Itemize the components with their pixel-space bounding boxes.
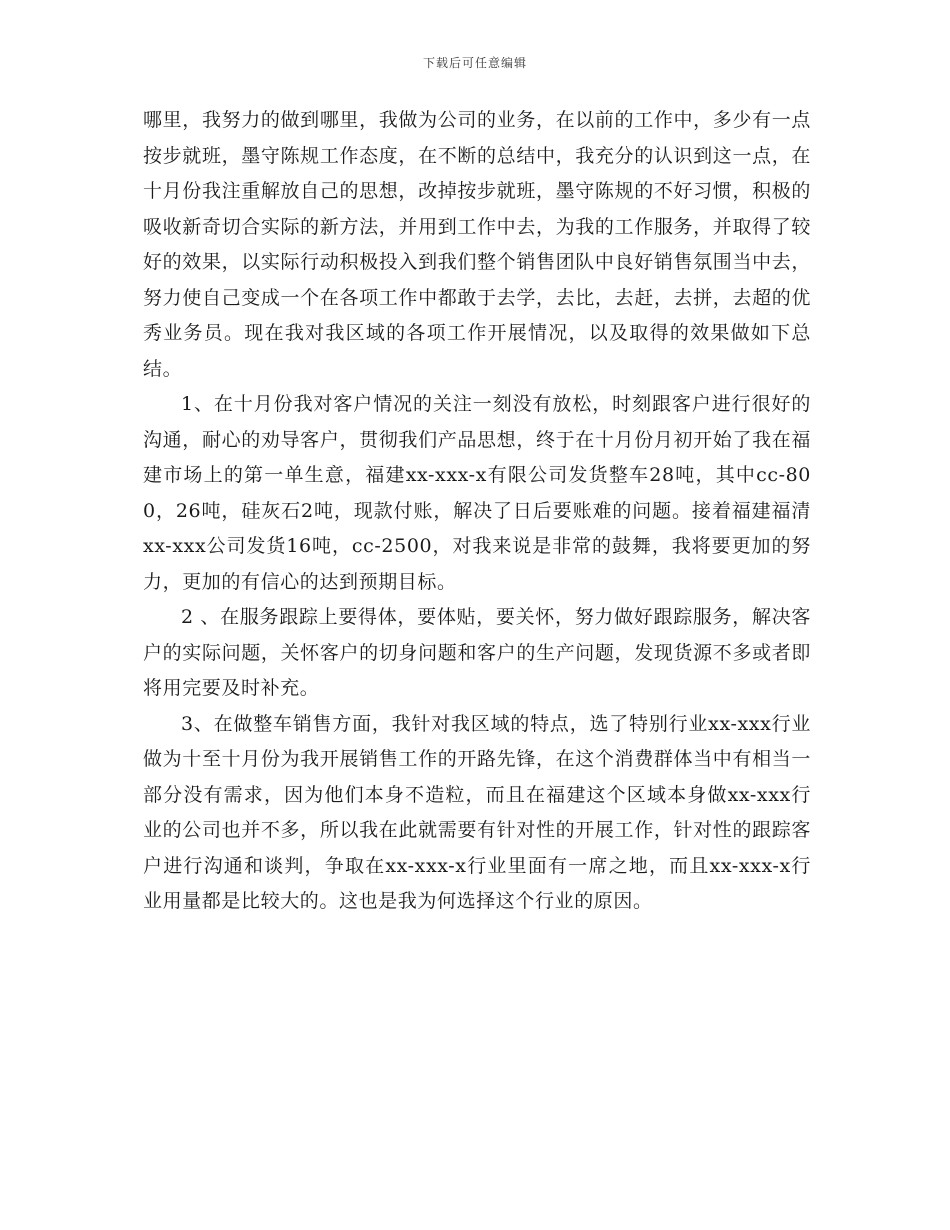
paragraph-item-1: 1、在十月份我对客户情况的关注一刻没有放松，时刻跟客户进行很好的沟通，耐心的劝导客户，贯彻我们产品思想，终于在十月份月初开始了我在福建市场上的第一单生意，福建xx-xxx-x有限公司发货整车28吨，其中cc-800，26吨，硅灰石2吨，现款付账，解决了日后要账难的问题。接着福建福清xx-xxx公司发货16吨，cc-2500，对我来说是非常的鼓舞，我将要更加的努力，更加的有信心的达到预期目标。 [143,393,811,593]
paragraph-item-2: 2 、在服务跟踪上要得体，要体贴，要关怀，努力做好跟踪服务，解决客户的实际问题，关怀客户的切身问题和客户的生产问题，发现货源不多或者即将用完要及时补充。 [143,606,811,699]
page-header: 下载后可任意编辑 [422,56,527,70]
paragraph-continuation: 哪里，我努力的做到哪里，我做为公司的业务，在以前的工作中，多少有一点按步就班，墨守陈规工作态度，在不断的总结中，我充分的认识到这一点，在十月份我注重解放自己的思想，改掉按步就班，墨守陈规的不好习惯，积极的吸收新奇切合实际的新方法，并用到工作中去，为我的工作服务，并取得了较好的效果，以实际行动积极投入到我们整个销售团队中良好销售氛围当中去，努力使自己变成一个在各项工作中都敢于去学，去比，去赶，去拼，去超的优秀业务员。现在我对我区域的各项工作开展情况，以及取得的效果做如下总结。 [143,109,811,380]
paragraph-item-3: 3、在做整车销售方面，我针对我区域的特点，选了特别行业xx-xxx行业做为十至十月份为我开展销售工作的开路先锋，在这个消费群体当中有相当一部分没有需求，因为他们本身不造粒，而且在福建这个区域本身做xx-xxx行业的公司也并不多，所以我在此就需要有针对性的开展工作，针对性的跟踪客户进行沟通和谈判，争取在xx-xxx-x行业里面有一席之地，而且xx-xxx-x行业用量都是比较大的。这也是我为何选择这个行业的原因。 [143,712,811,912]
document-body [143,103,811,920]
